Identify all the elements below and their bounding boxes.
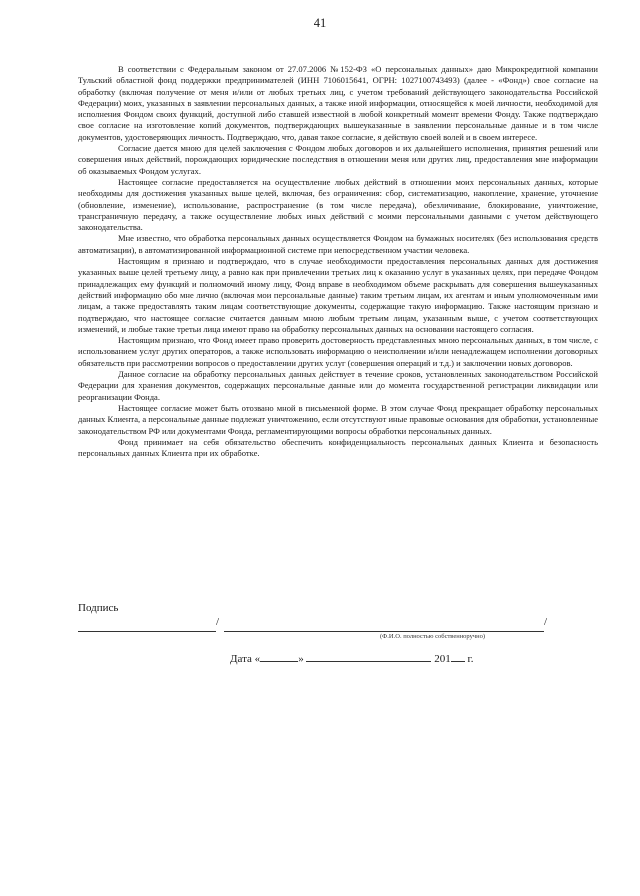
date-year-blank[interactable] <box>451 651 465 662</box>
signature-separator-end: / <box>544 616 548 628</box>
paragraph-confidentiality: Фонд принимает на себя обязательство обеспечить конфиденциальность персональных данных Клиента и безопасность персональных данных Клиента при их обработке. <box>78 436 598 459</box>
full-name-line[interactable] <box>224 619 544 632</box>
date-row <box>230 651 473 665</box>
paragraph-revocation: Настоящее согласие может быть отозвано мной в письменной форме. В этом случае Фонд прекращает обработку персональных данных Клиента, а персональные данные подлежат уничтожению, если отсутствуют иные правовые основания для обработки, установленные законодательством РФ или документами Фонда, регламентирующими вопросы обработки персональных данных. <box>78 402 598 436</box>
page-number: 41 <box>313 16 327 30</box>
consent-body <box>78 64 598 459</box>
paragraph-actions: Настоящее согласие предоставляется на осуществление любых действий в отношении моих персональных данных, которые необходимы для достижения указанных выше целей, включая, без ограничения: сбор, систематизацию, накопление, хранение, уточнение (обновление, изменение), использование, распространение (в том числе передача), обезличивание, блокирование, уничтожение, трансграничную передачу, а также осуществление любых иных действий с моими персональными данными с учетом действующего законодательства. <box>78 176 598 233</box>
paragraph-purpose: Согласие дается мною для целей заключения с Фондом любых договоров и их дальнейшего исполнения, принятия решений или совершения иных действий, порождающих юридические последствия в отношении меня или других лиц, предоставления мне информации об оказываемых Фондом услугах. <box>78 143 598 176</box>
date-month-blank[interactable] <box>306 651 431 662</box>
full-name-caption: (Ф.И.О. полностью собственноручно) <box>380 633 486 640</box>
date-close-quote: » <box>298 653 304 665</box>
signature-label: Подпись <box>78 602 119 614</box>
paragraph-third-parties: Настоящим я признаю и подтверждаю, что в случае необходимости предоставления персональных данных для достижения указанных выше целей третьему лицу, а равно как при привлечении третьих лиц к оказанию услуг в указанных целях, при передаче Фондом принадлежащих ему функций и полномочий иному лицу, Фонд вправе в необходимом объеме раскрывать для совершения вышеуказанных действий информацию обо мне лично (включая мои персональные данные) таким третьим лицам, их агентам и иным уполномоченным ими лицам, а также предоставлять таким лицам соответствующие документы, содержащие такую информацию. Также настоящим признаю и подтверждаю, что настоящее согласие считается данным мною любым третьим лицам, указанным выше, с учетом соответствующих изменений, и любые такие третьи лица имеют право на обработку персональных данных на основании настоящего согласия. <box>78 256 598 334</box>
date-label: Дата « <box>230 653 261 665</box>
paragraph-validity: Данное согласие на обработку персональных данных действует в течение сроков, установленных законодательством Российской Федерации для хранения документов, содержащих персональные данные или до момента государственной регистрации ликвидации или реорганизации Фонда. <box>78 369 598 402</box>
paragraph-consent-intro: В соответствии с Федеральным законом от 27.07.2006 №152-ФЗ «О персональных данных» даю Микрокредитной компании Тульский областной фонд поддержки предпринимателей (ИНН 7106015641, ОГРН: 1027100743493) (далее - «Фонд») свое согласие на обработку (включая получение от меня и/или от любых третьих лиц, с учетом требований действующего законодательства Российской Федерации) моих, указанных в заявлении персональных данных, а также иной информации, относящейся к моей личности, необходимой для исполнения Фондом своих функций, доступной либо ставшей известной в любой конкретный момент времени Фонду. Также подтверждаю свое согласие на изготовление копий документов, подтверждающих вышеуказанные в заявлении персональные данные и в том числе документов, удостоверяющих личность. Подтверждаю, что, давая такое согласие, я действую своей волей и в своем интересе. <box>78 64 598 142</box>
signature-line[interactable] <box>78 619 216 632</box>
date-year-prefix: 201 <box>434 653 451 665</box>
signature-separator: / <box>216 616 220 628</box>
paragraph-processing-method: Мне известно, что обработка персональных данных осуществляется Фондом на бумажных носителях (без использования средств автоматизации), в автоматизированной информационной системе при непосредственном участии человека. <box>78 233 598 255</box>
date-day-blank[interactable] <box>260 651 298 662</box>
date-year-suffix: г. <box>467 653 474 665</box>
paragraph-verification: Настоящим признаю, что Фонд имеет право проверить достоверность представленных мною персональных данных, в том числе, с использованием услуг других операторов, а также использовать информацию о неисполнении и/или ненадлежащем исполнении договорных обязательств при рассмотрении вопросов о предоставлении других услуг (совершения операций и т.д.) и заключении новых договоров. <box>78 335 598 368</box>
